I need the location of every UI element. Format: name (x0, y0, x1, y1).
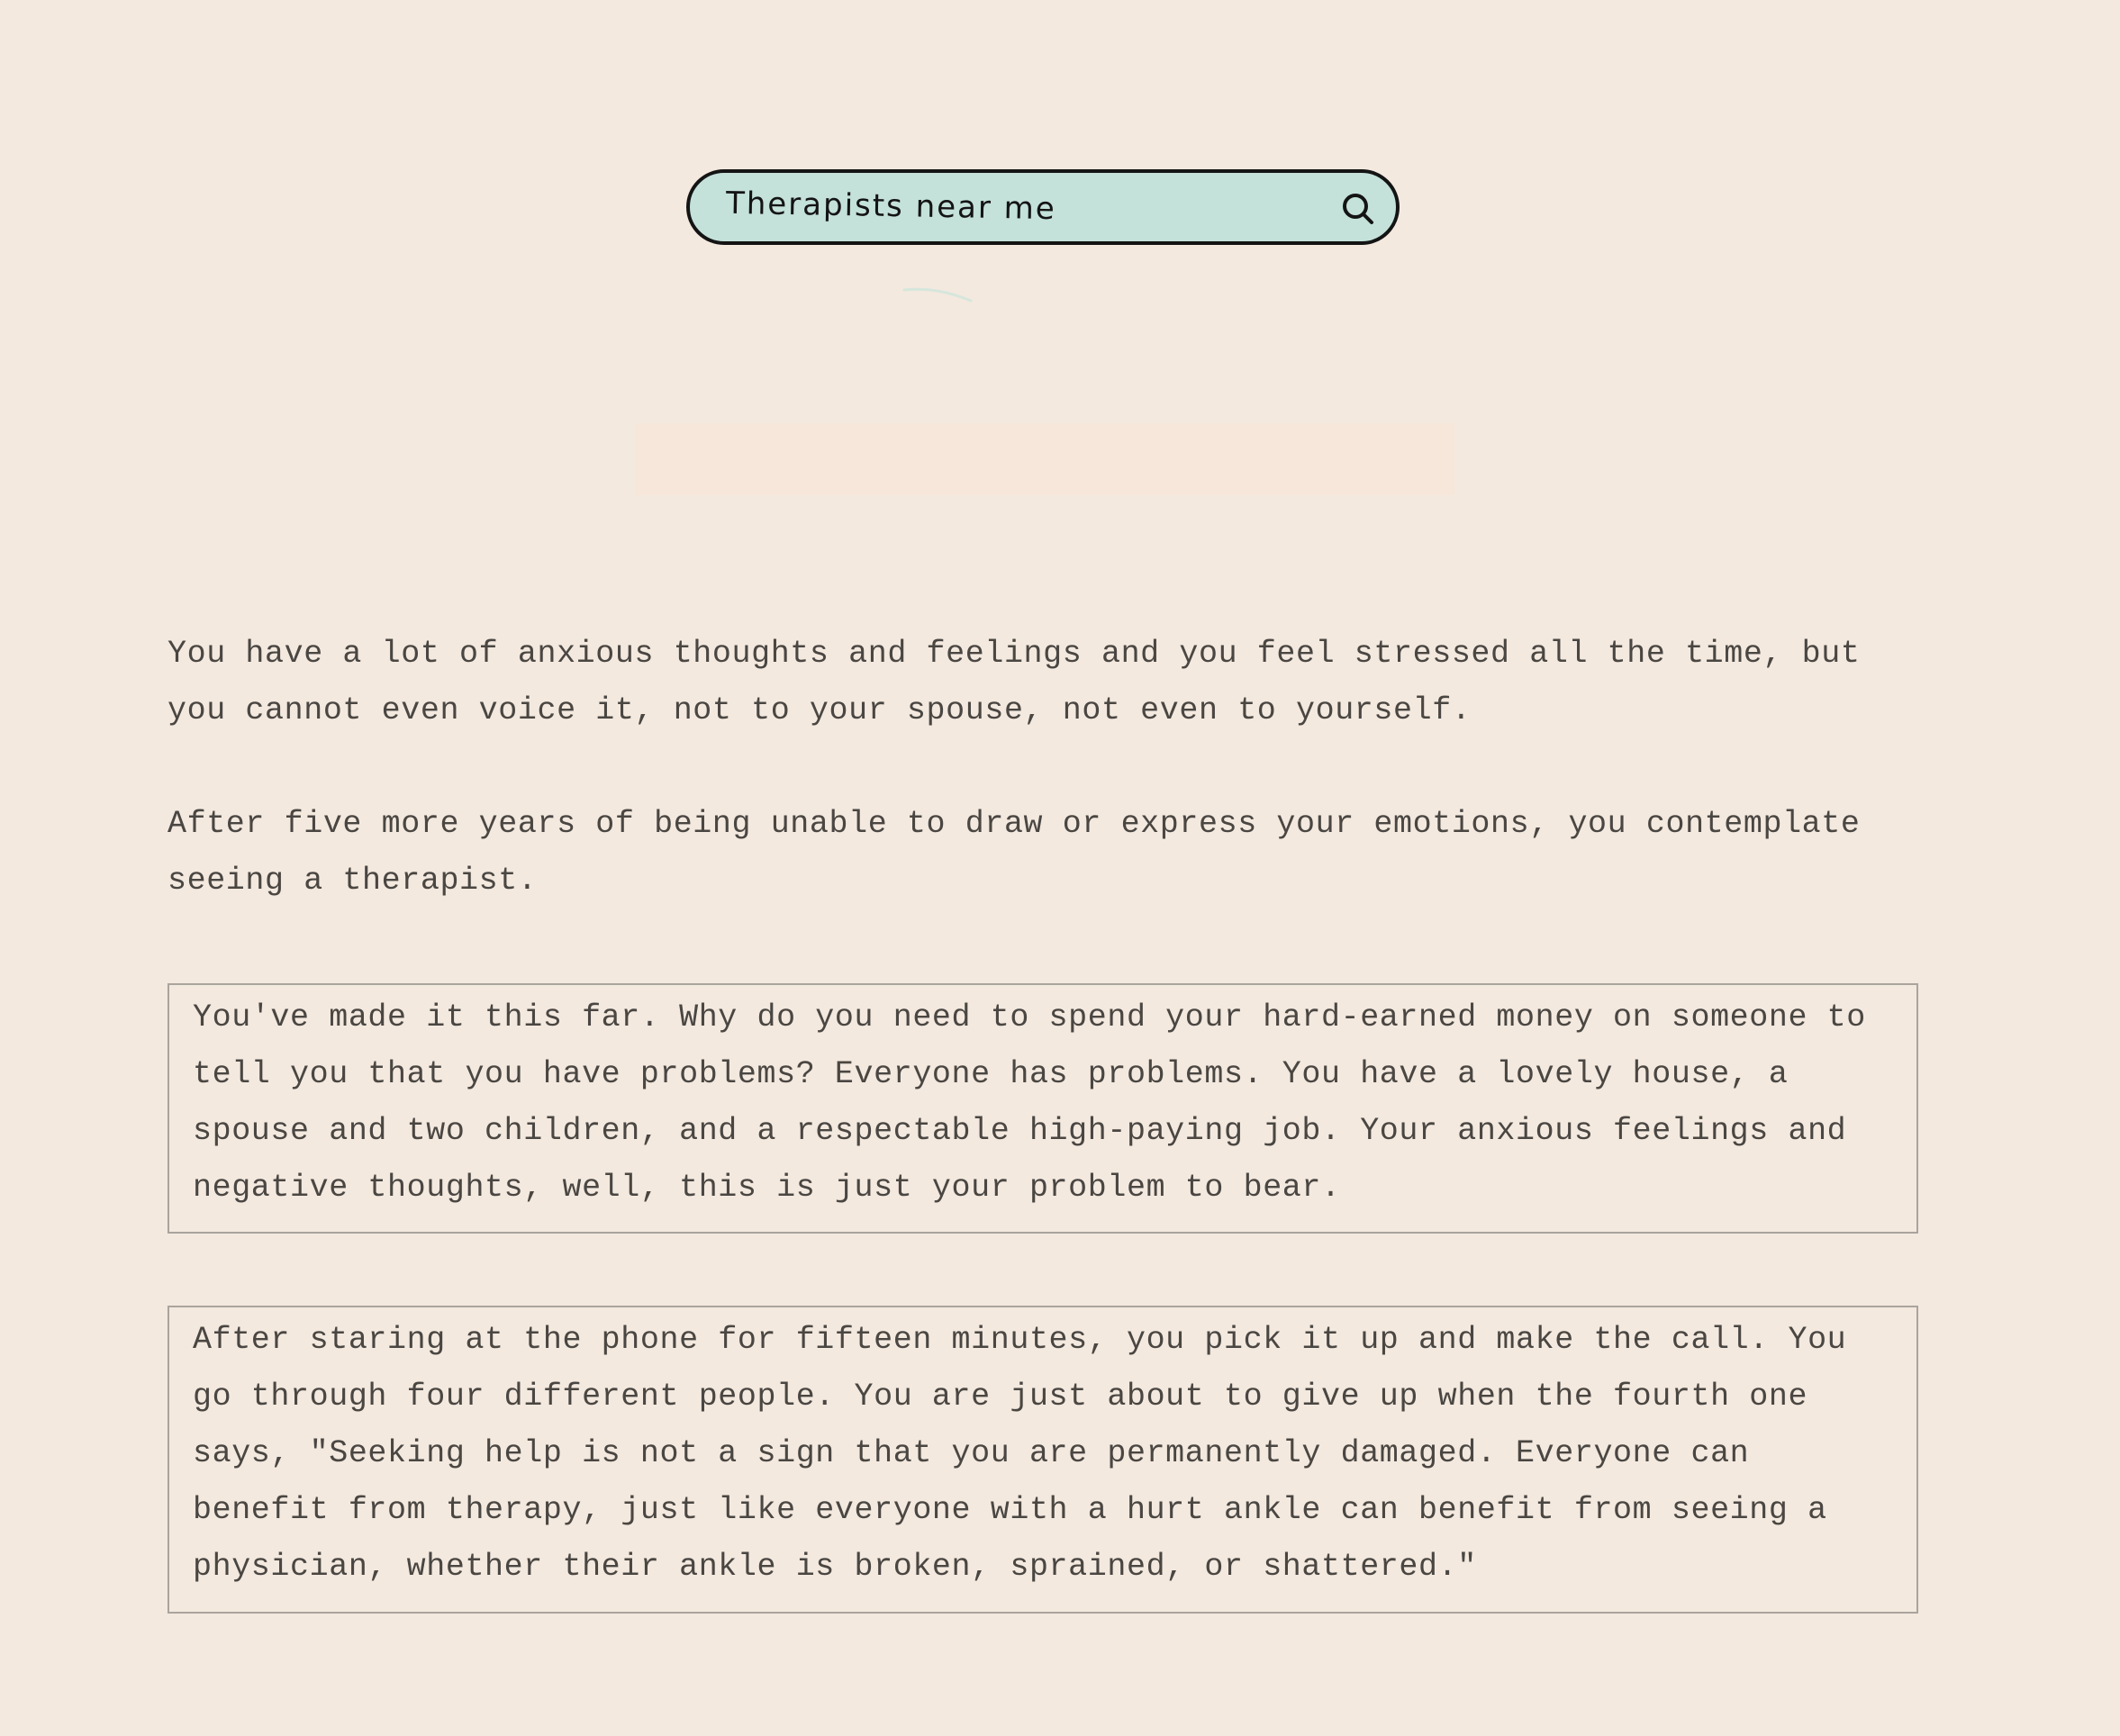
story-intro (168, 626, 1919, 909)
phone-call-box (168, 1306, 1918, 1614)
search-icon (1340, 191, 1376, 227)
illustrated-search-bar (686, 169, 1400, 245)
inner-voice-box (168, 983, 1918, 1234)
sketch-stroke (901, 281, 982, 308)
search-illustration (635, 0, 1454, 504)
story-paragraph-2: After five more years of being unable to draw or express your emotions, you contemplate seeing a therapist. (168, 806, 1880, 899)
story-paragraph-1: You have a lot of anxious thoughts and feelings and you feel stressed all the time, but you cannot even voice it, not to your spouse, not even to yourself. (168, 636, 1880, 728)
search-query-text: Therapists near me (725, 185, 1057, 228)
illustration-glow (635, 423, 1454, 495)
phone-call-text: After staring at the phone for fifteen minutes, you pick it up and make the call. You go through four different people. You are just about to give up when the fourth one says, "Seeking help is not a sign that you are permanently damaged. Everyone can benefit from therapy, just like everyone with a hurt ankle can benefit from seeing a physician, whether their ankle is broken, sprained, or shattered." (193, 1322, 1866, 1585)
inner-voice-text: You've made it this far. Why do you need to spend your hard-earned money on someone to tell you that you have problems? Everyone has problems. You have a lovely house, a spouse and two children, and a respectable high-paying job. Your anxious feelings and negative thoughts, well, this is just your problem to bear. (193, 999, 1886, 1206)
